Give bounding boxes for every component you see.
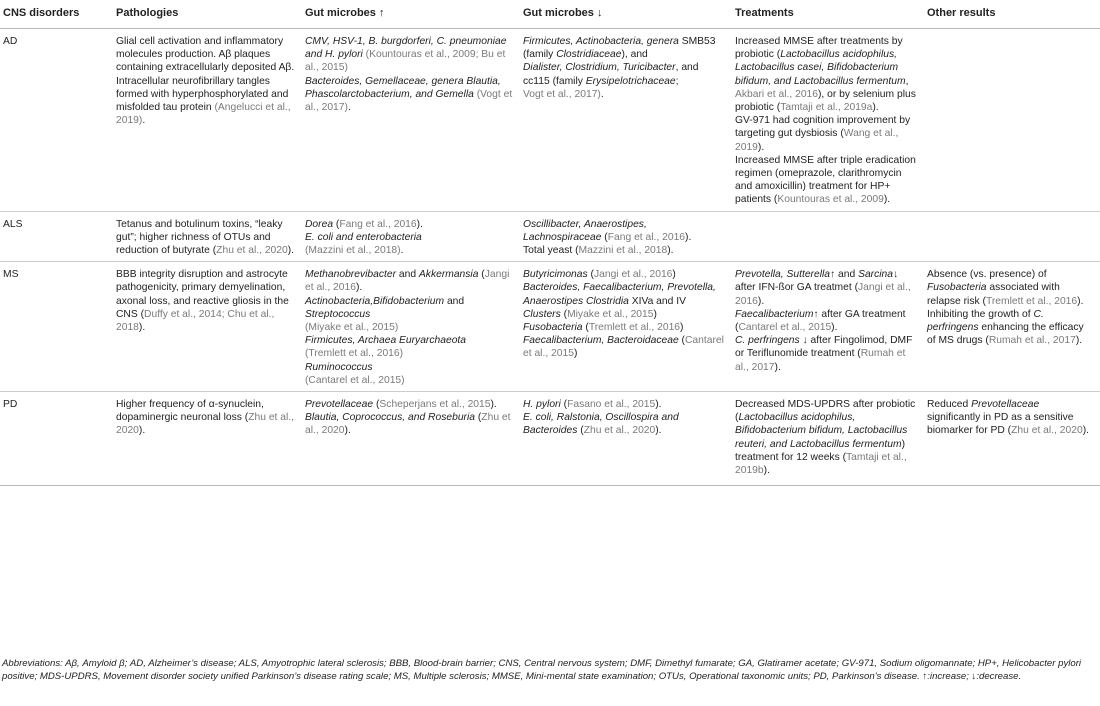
citation-text: (Mazzini et al., 2018) [305,245,401,257]
cell-paragraph [116,218,296,258]
cell-paragraph [116,75,296,128]
plain-text: ( [582,322,589,334]
plain-text: . [400,245,404,257]
taxon-text: Akkermansia [418,269,479,281]
cell-paragraph [735,398,918,477]
cell-paragraph [735,268,918,308]
taxon-text: Clostridiaceae [556,49,622,61]
citation-text: (Tremlett et al., 2016) [305,348,404,360]
cell-paragraph [305,321,514,334]
citation-text: Zhu et al., 2020 [305,412,511,437]
cell-cns-disorder: AD [0,29,113,212]
cell-treatments [732,29,924,212]
cell-paragraph [523,218,726,244]
plain-text: , and cc115 (family [523,62,699,87]
taxon-text: Blautia, Coprococcus, and Roseburia [305,412,475,424]
plain-text: ). [355,282,363,294]
plain-text: ) [680,322,684,334]
plain-text: ). [490,399,497,411]
plain-text: , [905,75,909,87]
citation-text: (Kountouras et al., 2009; Bu et al., 2015) [305,49,506,74]
cell-pathologies [113,29,302,212]
cell-gut-microbes-increase [302,211,520,262]
citation-text: Zhu et al., 2020 [1011,425,1083,437]
plain-text: Increased MMSE after treatments by probiotic ( [735,36,903,61]
citation-text: Akbari et al., 2016 [735,88,818,100]
cell-paragraph [927,268,1094,308]
citation-text: Tamtaji et al., 2019a [780,102,873,114]
taxon-text: Faecalibacterium, Bacteroidaceae [523,335,679,347]
plain-text: ) [573,348,578,360]
taxon-text: Prevotellaceae [971,399,1040,411]
cell-paragraph [305,75,514,115]
cell-paragraph [523,35,726,61]
cell-paragraph [305,231,514,244]
header-gut-microbes-decrease: Gut microbes ↓ [520,0,732,29]
cell-pathologies [113,262,302,392]
plain-text: . [347,102,351,114]
cell-other-results [924,211,1100,262]
citation-text: Tremlett et al., 2016 [985,295,1078,307]
cell-paragraph [305,361,514,374]
citation-text: Jangi et al., 2016 [305,269,510,294]
cell-gut-microbes-decrease [520,29,732,212]
plain-text: SMB53 (family [523,36,716,61]
plain-text: ), and [621,49,648,61]
taxon-text: Prevotella, Sutterella [735,269,831,281]
cell-treatments [732,262,924,392]
plain-text: ). [763,465,770,477]
plain-text: ). [287,245,295,257]
plain-text: ). [138,322,146,334]
taxon-text: Butyricimonas [523,269,588,281]
citation-text: Fang et al., 2016 [339,218,417,230]
plain-text: and [396,269,419,281]
header-cns-disorders: CNS disorders [0,0,113,29]
plain-text: ). [1075,335,1083,347]
plain-text: ). [872,102,879,114]
plain-text: ( [678,335,685,347]
taxon-text: Clusters [523,308,561,320]
taxon-text: E. coli and enterobacteria [305,231,422,243]
taxon-text: Bacteroides, Faecalibacterium, Prevotella, Anaerostipes Clostridia [523,282,716,307]
taxon-text: Sarcina [858,269,893,281]
cell-paragraph [735,308,918,334]
cell-paragraph [305,411,514,437]
plain-text: ). [1077,295,1084,307]
citation-text: Rumah et al., 2017 [735,348,906,373]
plain-text: ). [138,425,146,437]
plain-text: Absence (vs. presence) of [927,269,1047,281]
plain-text: ). [757,295,765,307]
cell-paragraph [927,308,1094,348]
plain-text: ) treatment for 12 weeks ( [735,438,905,463]
taxon-text: Firmicutes, Actinobacteria, genera [523,36,679,47]
cell-paragraph [305,398,514,411]
taxon-text: Methanobrevibacter [305,269,397,281]
cell-gut-microbes-decrease [520,262,732,392]
taxon-text: Lactobacillus acidophilus, Bifidobacterium bifidum, Lactobacillus reuteri, and Lactobacillus fermentum [735,412,908,450]
plain-text: XIVa and IV [628,295,686,307]
cell-cns-disorder: PD [0,392,113,486]
table-row [0,262,1100,392]
plain-text: ) [653,308,657,320]
plain-text: ( [373,399,380,411]
plain-text: ). [655,425,662,437]
citation-text: Tremlett et al., 2016 [588,322,681,334]
cell-pathologies [113,392,302,486]
citation-text: Jangi et al., 2016 [735,282,911,307]
header-gut-microbes-increase: Gut microbes ↑ [302,0,520,29]
taxon-text: E. coli, Ralstonia, Oscillospira and Bacteroides [523,412,679,437]
plain-text: Inhibiting the growth of [927,308,1034,320]
citation-text: (Angelucci et al., 2019) [116,102,291,127]
plain-text: ). [667,245,674,257]
plain-text: ), or by selenium plus probiotic ( [735,88,916,114]
plain-text: associated with relapse risk ( [927,282,1060,307]
table-row [0,211,1100,262]
citation-text: Mazzini et al., 2018 [578,245,668,257]
cell-gut-microbes-increase [302,262,520,392]
taxon-text: Lactobacillus acidophilus, Lactobacillus casei, Bifidobacterium bifidum, and Lactobacillus fermentum [735,49,906,87]
plain-text: Higher frequency of α-synuclein, dopaminergic neuronal loss ( [116,399,264,424]
plain-text: ) [672,269,676,281]
plain-text: ↑ and [830,269,859,281]
taxon-text: Oscillibacter, Anaerostipes, Lachnospiraceae [523,218,647,243]
plain-text: ). [416,218,423,230]
taxon-text: Fusobacteria [927,282,987,294]
plain-text: ↓ after IFN-ßor GA treatmet ( [735,269,899,294]
cell-cns-disorder: MS [0,262,113,392]
cell-paragraph [735,154,918,207]
plain-text: ). [655,399,662,411]
cell-paragraph [523,244,726,257]
cell-other-results [924,262,1100,392]
plain-text: ( [475,412,482,424]
plain-text: ). [831,322,838,334]
plain-text: ( [601,231,608,243]
plain-text: Decreased MDS-UPDRS after probiotic ( [735,399,916,424]
header-row [0,0,1100,29]
plain-text: ). [1082,425,1089,437]
plain-text: ( [560,308,568,320]
cell-cns-disorder: ALS [0,211,113,262]
citation-text: (Vogt et al., 2017) [305,88,513,114]
taxon-text: Fusobacteria [523,322,583,334]
plain-text: GV-971 had cognition improvement by targeting gut dysbiosis ( [735,115,911,140]
plain-text: Total yeast ( [523,245,579,257]
citation-text: Cantarel et al., 2015 [523,335,724,360]
taxon-text: Dorea [305,218,334,230]
header-treatments: Treatments [732,0,924,29]
citation-text: (Miyake et al., 2015) [305,322,399,334]
taxon-text: Streptococcus [305,308,371,320]
taxon-text: Bacteroides, Gemellaceae, genera Blautia, Phascolarctobacterium, and Gemella [305,75,501,100]
cell-other-results [924,29,1100,212]
cell-paragraph [305,295,514,321]
plain-text: Intracellular neurofibrillary tangles formed with hyperphosphorylated and misfolded tau protein [116,75,289,114]
cell-paragraph [927,398,1094,438]
cell-paragraph [523,321,726,334]
plain-text: ). [774,361,781,373]
cell-paragraph [523,268,726,281]
plain-text: ( [560,399,568,411]
citation-text: Jangi et al., 2016 [593,269,673,281]
plain-text: BBB integrity disruption and astrocyte pathogenicity, primary demyelination, axonal loss, and reactive gliosis in the CNS ( [116,269,289,320]
citation-text: Cantarel et al., 2015 [738,322,832,334]
taxon-text: Ruminococcus [305,361,373,373]
plain-text: ( [333,218,340,230]
plain-text: ). [883,194,891,206]
taxon-text: Erysipelotrichaceae [585,75,676,87]
citation-text: Miyake et al., 2015 [567,308,654,320]
plain-text: . [142,115,146,127]
cell-paragraph [735,114,918,154]
taxon-text: Prevotellaceae [305,399,374,411]
cell-paragraph [523,334,726,360]
cell-gut-microbes-increase [302,29,520,212]
cell-paragraph [735,334,918,374]
plain-text: significantly in PD as a sensitive biomarker for PD ( [927,412,1074,437]
citation-text: Vogt et al., 2017) [523,88,601,100]
citation-text: Fasano et al., 2015 [567,399,656,411]
cell-paragraph [116,35,296,75]
cell-other-results [924,392,1100,486]
plain-text: ↓ after Fingolimod, DMF or Teriflunomide treatment ( [735,335,913,360]
cell-paragraph [305,374,514,387]
citation-text: (Cantarel et al., 2015) [305,374,405,386]
taxon-text: C. perfringens [927,308,1044,334]
citation-text: Zhu et al., 2020 [216,245,288,257]
cell-gut-microbes-decrease [520,211,732,262]
taxon-text: CMV, HSV-1, B. burgdorferi, C. pneumoniae and H. pylori [305,36,507,61]
cell-paragraph [523,411,726,437]
taxon-text: C. perfringens [735,335,800,347]
table-header [0,0,1100,29]
plain-text: Reduced [927,399,972,411]
citation-text: Zhu et al., 2020 [583,425,656,437]
taxon-text: H. pylori [523,399,561,411]
header-pathologies: Pathologies [113,0,302,29]
plain-text: Increased MMSE after triple eradication regimen (omeprazole, clarithromycin and amoxicillin) treatment for HP+ patients ( [735,154,916,206]
cell-paragraph [523,61,726,87]
cell-paragraph [305,218,514,231]
taxon-text: Firmicutes, Archaea Euryarchaeota [305,335,467,347]
cell-paragraph [523,281,726,321]
citation-text: Rumah et al., 2017 [988,335,1076,347]
plain-text: ). [344,425,351,437]
cell-paragraph [116,398,296,438]
cell-paragraph [523,398,726,411]
plain-text: Glial cell activation and inflammatory molecules production. Aβ plaques containing extracellularly deposited Aβ. [116,36,295,74]
table-body [0,29,1100,486]
cell-paragraph [305,244,514,257]
table-row [0,392,1100,486]
citation-text: Duffy et al., 2014; Chu et al., 2018 [116,308,275,334]
plain-text: Tetanus and botulinum toxins, “leaky gut”; higher richness of OTUs and reduction of butyrate ( [116,218,283,257]
taxon-text: Faecalibacterium [735,308,814,320]
taxon-text: Actinobacteria,Bifidobacterium [305,295,445,307]
cell-gut-microbes-increase [302,392,520,486]
citation-text: Fang et al., 2016 [607,231,686,243]
plain-text: ( [577,425,584,437]
plain-text: ; [675,75,679,87]
plain-text: ). [685,231,692,243]
citation-text: Zhu et al., 2020 [116,412,295,437]
cell-gut-microbes-decrease [520,392,732,486]
table-footnote: Abbreviations: Aβ, Amyloid β; AD, Alzheimer’s disease; ALS, Amyotrophic lateral sclerosis; BBB, Blood-brain barrier; CNS, Central nervous system; DMF, Dimethyl fumarate; GA, Glatiramer acetate; GV-971, Sodium oligomannate; HP+, Helicobacter pylori positive; MDS-UPDRS, Movement disorder society unified Parkinson’s disease rating scale; MS, Multiple sclerosis; MMSE, Mini-mental state examination; OTUs, Operational taxonomic units; PD, Parkinson’s disease. ↑:increase; ↓:decrease. [2,658,1082,683]
cell-paragraph [305,347,514,360]
cell-paragraph [305,334,514,347]
header-other-results: Other results [924,0,1100,29]
plain-text: and [444,295,465,307]
citation-text: Wang et al., 2019 [735,128,899,153]
cell-paragraph [735,35,918,114]
citation-text: Kountouras et al., 2009 [777,194,884,206]
cell-paragraph [305,268,514,294]
plain-text: . [600,88,604,100]
citation-text: Scheperjans et al., 2015 [379,399,491,411]
cell-paragraph [523,88,726,101]
citation-text: Tamtaji et al., 2019b [735,451,907,477]
plain-text: ). [757,141,765,153]
taxon-text: Dialister, Clostridium, Turicibacter [523,62,676,74]
plain-text: ( [478,269,485,281]
plain-text: ↑ after GA treatment ( [735,308,906,334]
table-row [0,29,1100,212]
cell-pathologies [113,211,302,262]
plain-text: ( [587,269,594,281]
cell-treatments [732,392,924,486]
cell-paragraph [305,35,514,75]
cell-paragraph [116,268,296,334]
plain-text: enhancing the efficacy of MS drugs ( [927,322,1084,347]
cell-treatments [732,211,924,262]
